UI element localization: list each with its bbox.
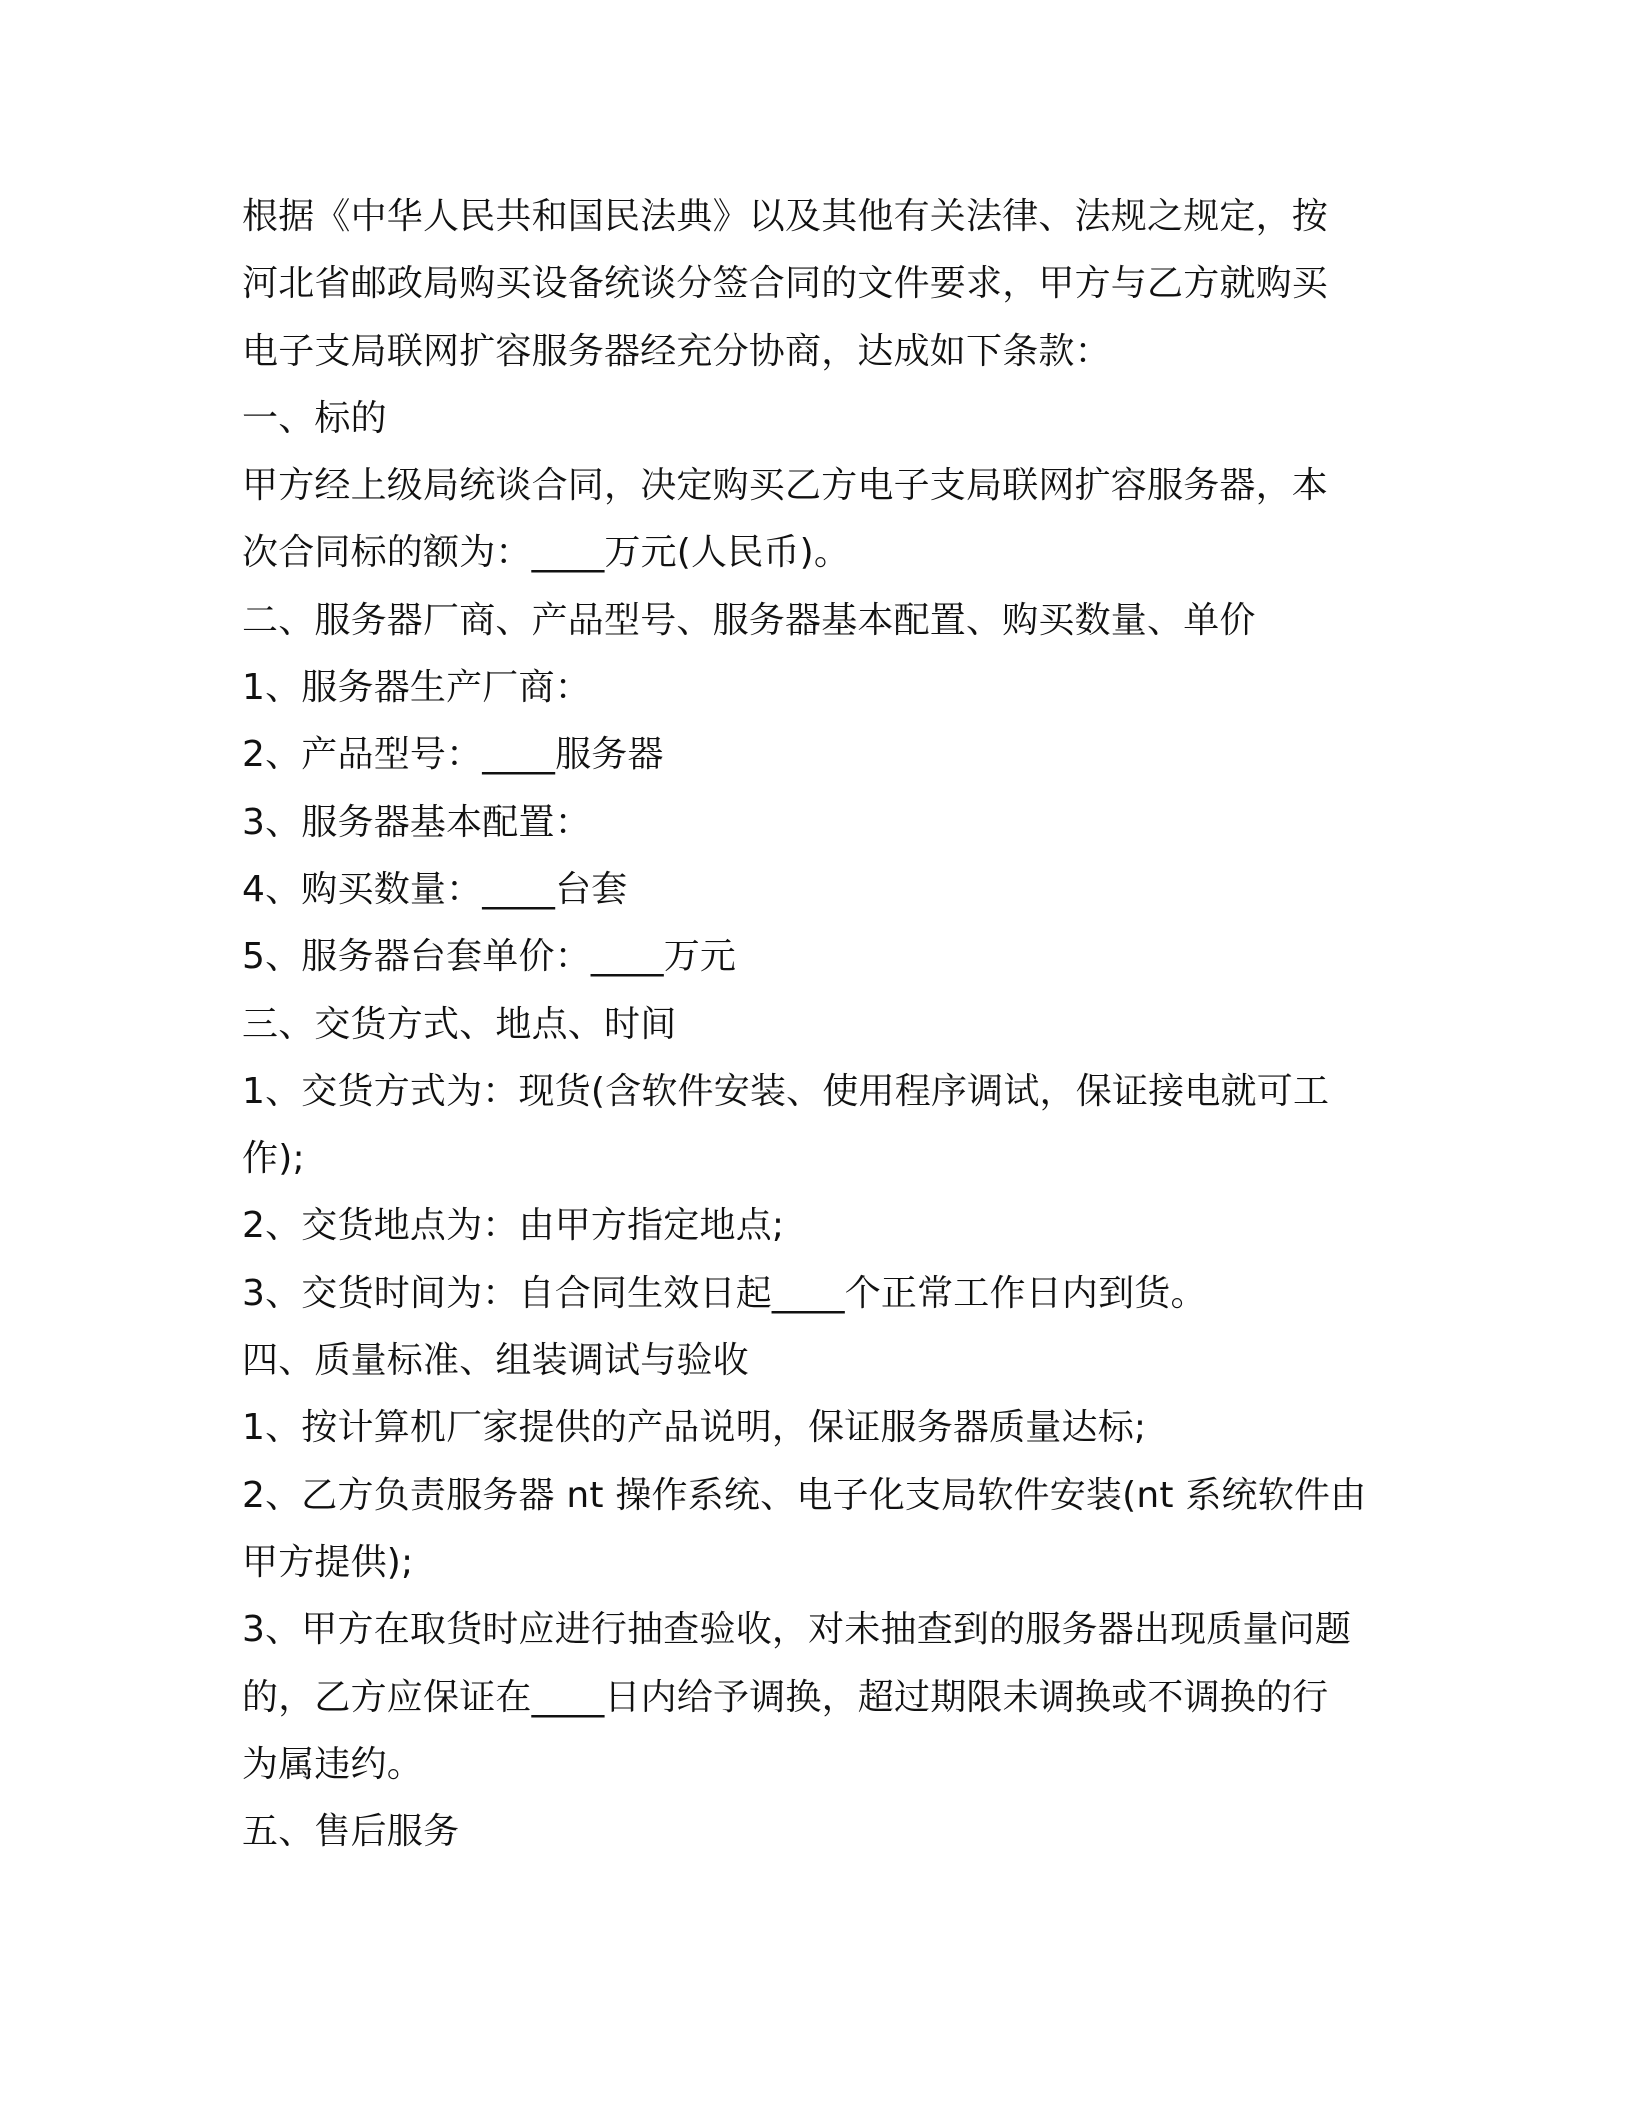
- section-4-item-3-line-2: 的，乙方应保证在____日内给予调换，超过期限未调换或不调换的行: [242, 1676, 1329, 1718]
- paragraph-intro-line-3: 电子支局联网扩容服务器经充分协商，达成如下条款：: [242, 330, 1111, 372]
- paragraph-intro-line-1: 根据《中华人民共和国民法典》以及其他有关法律、法规之规定，按: [242, 196, 1329, 237]
- section-heading-2: 二、服务器厂商、产品型号、服务器基本配置、购买数量、单价: [242, 599, 1256, 641]
- document-page: [242, 183, 1392, 1865]
- section-3-item-2: 2、交货地点为：由甲方指定地点;: [242, 1205, 785, 1247]
- section-3-item-1-line-1: 1、交货方式为：现货(含软件安装、使用程序调试，保证接电就可工: [242, 1070, 1330, 1112]
- section-2-item-1: 1、服务器生产厂商：: [242, 667, 591, 709]
- section-4-item-3-line-3: 为属违约。: [242, 1743, 424, 1785]
- section-2-item-4: 4、购买数量：____台套: [242, 868, 628, 910]
- section-4-item-2-line-1: 2、乙方负责服务器 nt 操作系统、电子化支局软件安装(nt 系统软件由: [242, 1474, 1367, 1516]
- section-2-item-3: 3、服务器基本配置：: [242, 801, 591, 843]
- section-1-text-line-2: 次合同标的额为：____万元(人民币)。: [242, 532, 851, 574]
- section-2-item-5: 5、服务器台套单价：____万元: [242, 936, 737, 978]
- section-3-item-1-line-2: 作);: [242, 1138, 305, 1180]
- paragraph-intro-line-2: 河北省邮政局购买设备统谈分签合同的文件要求，甲方与乙方就购买: [242, 263, 1329, 305]
- section-4-item-3-line-1: 3、甲方在取货时应进行抽查验收，对未抽查到的服务器出现质量问题: [242, 1609, 1352, 1651]
- section-heading-1: 一、标的: [242, 397, 387, 439]
- section-3-item-3: 3、交货时间为：自合同生效日起____个正常工作日内到货。: [242, 1272, 1207, 1314]
- section-2-item-2: 2、产品型号：____服务器: [242, 734, 664, 776]
- section-4-item-2-line-2: 甲方提供);: [242, 1541, 414, 1583]
- section-heading-4: 四、质量标准、组装调试与验收: [242, 1340, 749, 1382]
- section-4-item-1: 1、按计算机厂家提供的产品说明，保证服务器质量达标;: [242, 1407, 1147, 1449]
- section-heading-3: 三、交货方式、地点、时间: [242, 1003, 677, 1045]
- section-1-text-line-1: 甲方经上级局统谈合同，决定购买乙方电子支局联网扩容服务器，本: [242, 465, 1329, 507]
- section-heading-5: 五、售后服务: [242, 1811, 460, 1853]
